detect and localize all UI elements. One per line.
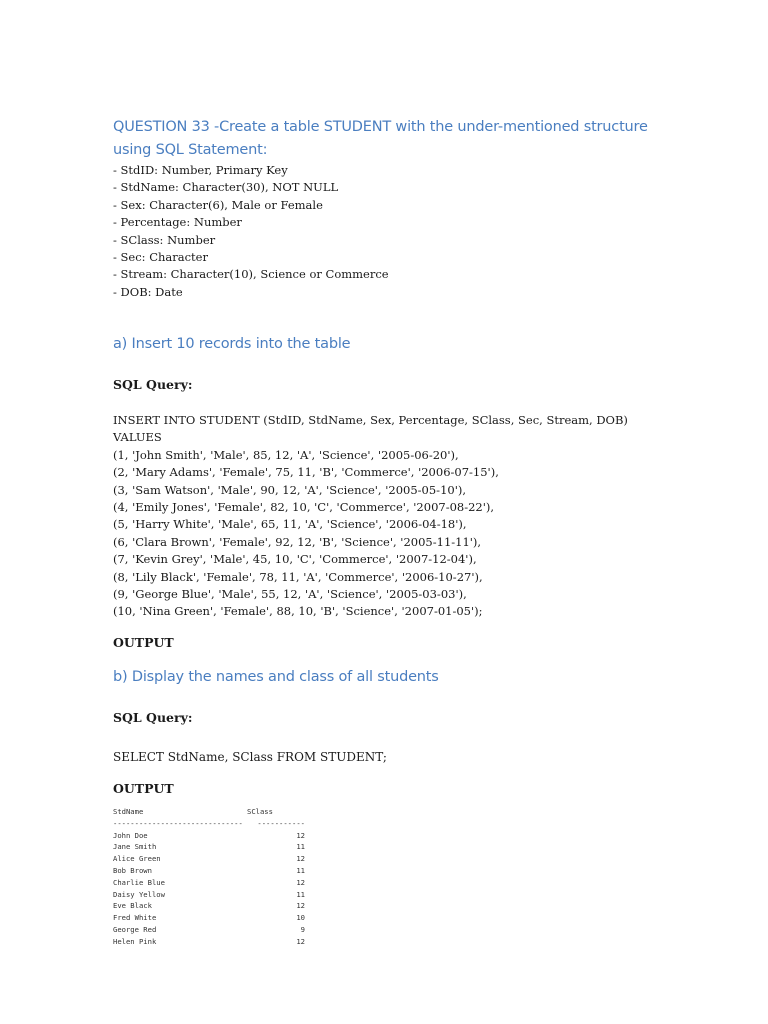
query-line: (3, 'Sam Watson', 'Male', 90, 12, 'A', 'Science', '2005-05-10'), bbox=[113, 482, 467, 497]
cell-sclass: 11 bbox=[296, 889, 305, 899]
table-row bbox=[113, 900, 305, 912]
cell-sclass: 9 bbox=[300, 924, 305, 934]
part-b-sql-label: SQL Query: bbox=[113, 710, 193, 725]
structure-item: - StdID: Number, Primary Key bbox=[113, 163, 288, 177]
query-line: INSERT INTO STUDENT (StdID, StdName, Sex, Percentage, SClass, Sec, Stream, DOB) bbox=[113, 413, 628, 427]
query-line: VALUES bbox=[113, 430, 162, 445]
cell-sclass: 12 bbox=[296, 830, 305, 840]
table-row bbox=[113, 924, 305, 936]
cell-sclass: 11 bbox=[296, 865, 305, 875]
table-row bbox=[113, 912, 305, 924]
structure-item: - Sec: Character bbox=[113, 250, 208, 265]
table-row bbox=[113, 877, 305, 889]
query-line: (10, 'Nina Green', 'Female', 88, 10, 'B', 'Science', '2007-01-05'); bbox=[113, 604, 483, 619]
cell-stdname: Helen Pink bbox=[113, 936, 157, 946]
part-a-query bbox=[113, 412, 628, 621]
cell-stdname: John Doe bbox=[113, 830, 148, 840]
query-line: (9, 'George Blue', 'Male', 55, 12, 'A', 'Science', '2005-03-03'), bbox=[113, 587, 467, 602]
query-line: (1, 'John Smith', 'Male', 85, 12, 'A', 'Science', '2005-06-20'), bbox=[113, 447, 459, 462]
table-row bbox=[113, 936, 305, 948]
table-row bbox=[113, 830, 305, 842]
query-line: (5, 'Harry White', 'Male', 65, 11, 'A', 'Science', '2006-04-18'), bbox=[113, 517, 467, 532]
question-title-line2: using SQL Statement: bbox=[113, 142, 268, 158]
cell-sclass: 11 bbox=[296, 842, 305, 852]
cell-stdname: Fred White bbox=[113, 913, 157, 923]
part-b-heading: b) Display the names and class of all students bbox=[113, 669, 439, 685]
cell-stdname: Charlie Blue bbox=[113, 877, 165, 887]
query-line: (4, 'Emily Jones', 'Female', 82, 10, 'C', 'Commerce', '2007-08-22'), bbox=[113, 500, 495, 515]
cell-stdname: Eve Black bbox=[113, 901, 152, 911]
col-header-stdname: StdName bbox=[113, 807, 144, 816]
separator-col1: ------------------------------ bbox=[113, 818, 243, 828]
result-header-row bbox=[113, 806, 305, 818]
cell-stdname: Bob Brown bbox=[113, 865, 152, 875]
query-line: (6, 'Clara Brown', 'Female', 92, 12, 'B', 'Science', '2005-11-11'), bbox=[113, 534, 482, 549]
cell-stdname: Alice Green bbox=[113, 854, 161, 864]
part-a-heading: a) Insert 10 records into the table bbox=[113, 336, 351, 352]
structure-list bbox=[113, 162, 389, 301]
structure-item: - Percentage: Number bbox=[113, 215, 242, 230]
cell-sclass: 12 bbox=[296, 901, 305, 911]
structure-item: - DOB: Date bbox=[113, 284, 183, 299]
cell-sclass: 12 bbox=[296, 854, 305, 864]
col-header-sclass: SClass bbox=[247, 807, 273, 816]
part-a-output-label: OUTPUT bbox=[113, 635, 174, 650]
cell-stdname: George Red bbox=[113, 924, 157, 934]
result-separator-row bbox=[113, 818, 305, 830]
cell-stdname: Jane Smith bbox=[113, 842, 157, 852]
structure-item: - Stream: Character(10), Science or Commerce bbox=[113, 267, 389, 282]
structure-item: - StdName: Character(30), NOT NULL bbox=[113, 180, 339, 195]
part-b-query: SELECT StdName, SClass FROM STUDENT; bbox=[113, 750, 387, 764]
cell-sclass: 12 bbox=[296, 936, 305, 946]
separator-col2: ----------- bbox=[257, 818, 305, 828]
structure-item: - SClass: Number bbox=[113, 232, 216, 247]
cell-sclass: 10 bbox=[296, 913, 305, 923]
question-title-line1: QUESTION 33 -Create a table STUDENT with the under-mentioned structure bbox=[113, 119, 648, 135]
query-result-output bbox=[113, 806, 305, 952]
query-line: (8, 'Lily Black', 'Female', 78, 11, 'A', 'Commerce', '2006-10-27'), bbox=[113, 569, 483, 584]
table-row bbox=[113, 853, 305, 865]
part-b-output-label: OUTPUT bbox=[113, 781, 174, 796]
part-a-sql-label: SQL Query: bbox=[113, 377, 193, 392]
cell-sclass: 12 bbox=[296, 877, 305, 887]
structure-item: - Sex: Character(6), Male or Female bbox=[113, 197, 323, 212]
table-row bbox=[113, 889, 305, 901]
cell-stdname: Daisy Yellow bbox=[113, 889, 165, 899]
query-line: (7, 'Kevin Grey', 'Male', 45, 10, 'C', 'Commerce', '2007-12-04'), bbox=[113, 552, 477, 567]
query-line: (2, 'Mary Adams', 'Female', 75, 11, 'B', 'Commerce', '2006-07-15'), bbox=[113, 465, 499, 480]
table-row bbox=[113, 865, 305, 877]
table-row bbox=[113, 841, 305, 853]
